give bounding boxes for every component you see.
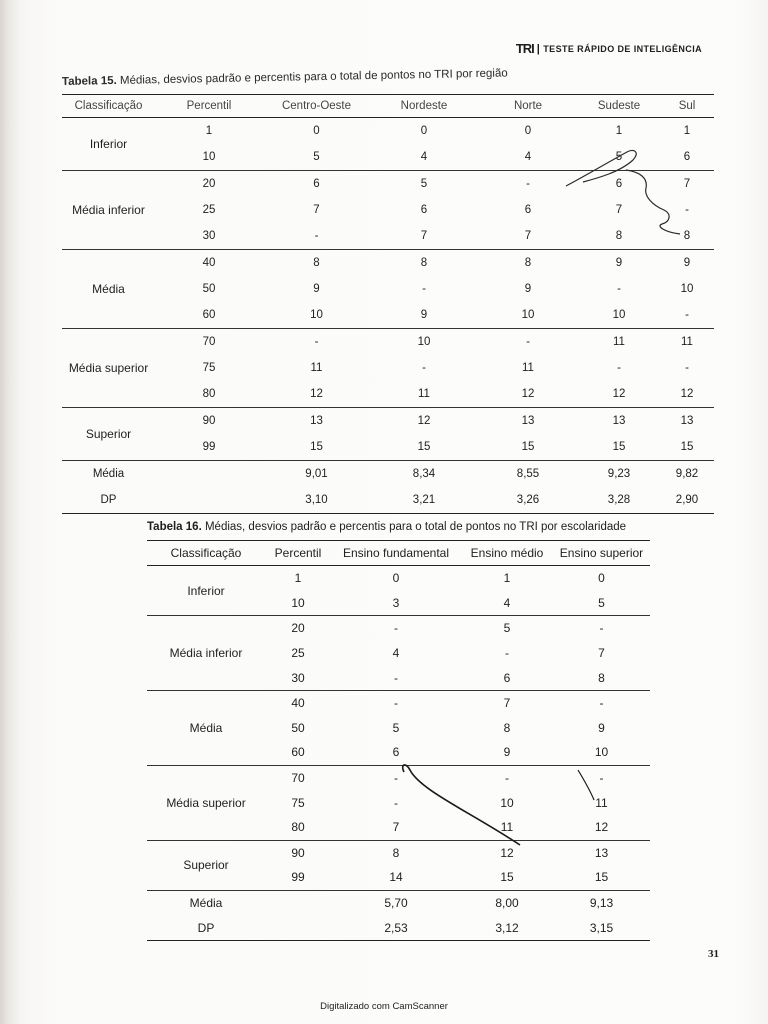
value-cell: 4 xyxy=(420,151,428,163)
table-row xyxy=(147,765,650,790)
value-cell: 5 xyxy=(313,151,320,163)
summary-value: 9,13 xyxy=(553,890,650,915)
summary-value: 3,15 xyxy=(553,915,650,940)
page-number: 31 xyxy=(708,948,719,960)
percentile-cell: 99 xyxy=(291,870,305,885)
percentile-cell: 80 xyxy=(202,388,216,400)
value-cell: 0 xyxy=(524,125,532,137)
value-cell: 8 xyxy=(478,250,578,277)
header-separator: | xyxy=(536,42,541,55)
value-cell: 13 xyxy=(660,408,714,435)
table-16-header-row xyxy=(147,541,650,566)
table-row xyxy=(62,408,714,435)
percentile-cell: 10 xyxy=(202,151,216,163)
value-cell: - xyxy=(553,690,650,715)
value-cell: 12 xyxy=(310,388,323,400)
value-cell: - xyxy=(314,230,319,242)
value-cell: 9 xyxy=(313,283,320,295)
table-row xyxy=(147,690,650,715)
value-cell: 5 xyxy=(392,720,400,735)
value-cell: 15 xyxy=(310,441,323,453)
percentile-cell: 20 xyxy=(155,171,263,198)
table-15-header-row xyxy=(62,95,714,118)
value-cell: 6 xyxy=(683,151,691,163)
value-cell: 1 xyxy=(615,125,623,137)
value-cell: 12 xyxy=(521,388,535,400)
column-header: Sul xyxy=(678,100,696,112)
value-cell: 3 xyxy=(392,595,400,610)
value-cell: 9 xyxy=(598,720,605,735)
value-cell: 10 xyxy=(310,309,323,321)
column-header: Classificação xyxy=(74,100,143,112)
scanner-footer: Digitalizado com CamScanner xyxy=(320,1001,448,1012)
table-row xyxy=(147,840,650,865)
column-header: Norte xyxy=(513,100,543,112)
value-cell: 5 xyxy=(370,171,478,198)
column-header: Classificação xyxy=(170,546,242,560)
percentile-cell: 60 xyxy=(291,745,305,760)
value-cell: 13 xyxy=(553,840,650,865)
value-cell: 7 xyxy=(420,230,428,242)
percentile-cell: 25 xyxy=(202,204,216,216)
value-cell: 12 xyxy=(594,820,609,835)
value-cell: 0 xyxy=(420,125,428,137)
value-cell: 12 xyxy=(370,408,478,435)
value-cell: 15 xyxy=(500,870,514,885)
value-cell: - xyxy=(478,171,578,198)
classification-cell: Média inferior xyxy=(147,616,265,691)
value-cell: 15 xyxy=(594,870,609,885)
value-cell: 10 xyxy=(612,309,626,321)
table-row xyxy=(62,355,714,381)
table-16-caption xyxy=(147,521,650,533)
percentile-cell: 80 xyxy=(291,820,305,835)
value-cell: 13 xyxy=(578,408,660,435)
table-15-caption-text: Médias, desvios padrão e percentis para o total de pontos no TRI por região xyxy=(119,67,508,87)
value-cell: 11 xyxy=(522,362,534,374)
value-cell: 9 xyxy=(420,309,428,321)
table-row xyxy=(62,381,714,408)
value-cell: 11 xyxy=(500,820,514,835)
value-cell: - xyxy=(394,795,398,810)
value-cell: - xyxy=(553,616,650,641)
percentile-cell: 30 xyxy=(202,230,216,242)
value-cell: 10 xyxy=(370,329,478,356)
summary-value: 8,00 xyxy=(461,890,553,915)
table-15 xyxy=(61,67,714,514)
value-cell: 7 xyxy=(660,171,714,198)
column-header: Sudeste xyxy=(597,100,641,112)
table-15-grid xyxy=(62,94,714,514)
column-header: Ensino fundamental xyxy=(342,546,450,560)
value-cell: 9 xyxy=(503,745,511,760)
summary-value: 3,10 xyxy=(263,487,370,514)
value-cell: 1 xyxy=(683,125,691,137)
table-row xyxy=(62,250,714,277)
classification-cell: Superior xyxy=(147,840,265,890)
table-row xyxy=(62,329,714,356)
value-cell: 6 xyxy=(263,171,370,198)
value-cell: 7 xyxy=(598,646,605,661)
value-cell: - xyxy=(263,329,370,356)
percentile-cell: 70 xyxy=(265,765,331,790)
value-cell: - xyxy=(331,690,461,715)
value-cell: 12 xyxy=(612,388,626,400)
table-row xyxy=(62,434,714,461)
classification-cell: Média xyxy=(62,250,155,329)
table-row xyxy=(147,566,650,591)
summary-value: 9,01 xyxy=(263,461,370,488)
value-cell: 15 xyxy=(417,441,431,453)
value-cell: - xyxy=(422,283,426,295)
summary-label: Média xyxy=(62,461,155,488)
summary-value: 3,21 xyxy=(370,487,478,514)
value-cell: 4 xyxy=(503,595,511,610)
value-cell: 12 xyxy=(461,840,553,865)
value-cell: - xyxy=(422,362,426,374)
value-cell: - xyxy=(617,283,621,295)
value-cell: 9 xyxy=(524,283,532,295)
percentile-cell: 90 xyxy=(155,408,263,435)
percentile-cell: 30 xyxy=(291,670,305,685)
percentile-cell: 75 xyxy=(202,362,216,374)
summary-label: DP xyxy=(147,915,265,940)
classification-cell: Inferior xyxy=(89,137,128,151)
table-15-caption-label: Tabela 15. xyxy=(61,74,117,88)
column-header: Ensino superior xyxy=(559,546,644,560)
value-cell: 8 xyxy=(615,230,623,242)
value-cell: 11 xyxy=(310,362,323,374)
value-cell: 10 xyxy=(680,283,694,295)
table-16-body xyxy=(147,566,650,941)
percentile-cell: 90 xyxy=(265,840,331,865)
value-cell: 5 xyxy=(598,595,605,610)
value-cell: 6 xyxy=(392,745,400,760)
summary-value: 9,82 xyxy=(660,461,714,488)
classification-cell: Média xyxy=(147,690,265,765)
column-header: Percentil xyxy=(274,546,322,560)
summary-label: Média xyxy=(147,890,265,915)
table-16-caption-label: Tabela 16. xyxy=(147,521,202,533)
value-cell: 10 xyxy=(521,309,535,321)
value-cell: 8 xyxy=(331,840,461,865)
value-cell: - xyxy=(553,765,650,790)
value-cell: 12 xyxy=(680,388,694,400)
value-cell: 7 xyxy=(392,820,400,835)
empty-cell xyxy=(265,915,331,940)
percentile-cell: 25 xyxy=(291,646,305,661)
value-cell: 4 xyxy=(524,151,532,163)
value-cell: 6 xyxy=(420,204,428,216)
value-cell: 9 xyxy=(660,250,714,277)
value-cell: - xyxy=(331,765,461,790)
empty-cell xyxy=(265,890,331,915)
running-header xyxy=(516,41,702,56)
column-header: Centro-Oeste xyxy=(281,100,352,112)
value-cell: 8 xyxy=(503,720,511,735)
value-cell: - xyxy=(331,616,461,641)
summary-value: 8,34 xyxy=(370,461,478,488)
table-row xyxy=(62,144,714,171)
summary-row xyxy=(147,915,650,940)
value-cell: 5 xyxy=(615,151,623,163)
value-cell: 1 xyxy=(503,571,511,586)
value-cell: 0 xyxy=(392,571,400,586)
value-cell: 8 xyxy=(370,250,478,277)
value-cell: 15 xyxy=(612,441,626,453)
percentile-cell: 50 xyxy=(291,720,305,735)
empty-cell xyxy=(155,461,263,488)
table-row xyxy=(62,302,714,329)
value-cell: 0 xyxy=(598,571,605,586)
percentile-cell: 60 xyxy=(202,309,216,321)
value-cell: 4 xyxy=(392,646,400,661)
table-row xyxy=(62,118,714,145)
summary-label: DP xyxy=(62,487,155,514)
percentile-cell: 40 xyxy=(265,690,331,715)
table-15-caption xyxy=(62,63,714,88)
summary-value: 3,12 xyxy=(461,915,553,940)
value-cell: 6 xyxy=(503,670,511,685)
value-cell: 8 xyxy=(598,670,605,685)
value-cell: 6 xyxy=(524,204,532,216)
table-row xyxy=(62,197,714,223)
empty-cell xyxy=(155,487,263,514)
table-row xyxy=(147,616,650,641)
table-16-grid xyxy=(147,540,650,941)
summary-value: 8,55 xyxy=(478,461,578,488)
summary-row xyxy=(147,890,650,915)
value-cell: - xyxy=(685,362,689,374)
column-header: Nordeste xyxy=(400,100,448,112)
value-cell: 11 xyxy=(595,795,608,810)
summary-value: 3,28 xyxy=(578,487,660,514)
value-cell: 15 xyxy=(521,441,535,453)
percentile-cell: 20 xyxy=(265,616,331,641)
value-cell: 13 xyxy=(478,408,578,435)
value-cell: - xyxy=(505,646,509,661)
tri-logo: TRI xyxy=(515,41,534,56)
value-cell: 14 xyxy=(389,870,403,885)
summary-value: 2,53 xyxy=(331,915,461,940)
table-16 xyxy=(147,521,650,941)
value-cell: - xyxy=(394,670,398,685)
table-row xyxy=(62,223,714,250)
value-cell: 7 xyxy=(461,690,553,715)
percentile-cell: 75 xyxy=(291,795,305,810)
value-cell: - xyxy=(685,309,689,321)
value-cell: 10 xyxy=(500,795,514,810)
value-cell: 11 xyxy=(418,388,430,400)
summary-row xyxy=(62,461,714,488)
summary-row xyxy=(62,487,714,514)
value-cell: 8 xyxy=(683,230,691,242)
summary-value: 5,70 xyxy=(331,890,461,915)
value-cell: 9 xyxy=(578,250,660,277)
value-cell: 6 xyxy=(578,171,660,198)
value-cell: 10 xyxy=(594,745,609,760)
value-cell: 5 xyxy=(461,616,553,641)
value-cell: - xyxy=(478,329,578,356)
summary-value: 2,90 xyxy=(660,487,714,514)
value-cell: 0 xyxy=(313,125,320,137)
classification-cell: Média superior xyxy=(62,329,155,408)
percentile-cell: 1 xyxy=(205,125,213,137)
classification-cell: Inferior xyxy=(187,583,225,598)
percentile-cell: 99 xyxy=(202,441,216,453)
percentile-cell: 10 xyxy=(291,595,305,610)
classification-cell: Superior xyxy=(62,408,155,461)
value-cell: - xyxy=(461,765,553,790)
header-title: TESTE RÁPIDO DE INTELIGÊNCIA xyxy=(543,43,702,54)
summary-value: 9,23 xyxy=(578,461,660,488)
value-cell: 11 xyxy=(660,329,714,356)
value-cell: - xyxy=(617,362,621,374)
table-row xyxy=(62,171,714,198)
table-16-caption-text: Médias, desvios padrão e percentis para o total de pontos no TRI por escolaridade xyxy=(204,521,627,533)
summary-value: 3,26 xyxy=(478,487,578,514)
value-cell: 7 xyxy=(524,230,532,242)
percentile-cell: 50 xyxy=(202,283,216,295)
classification-cell: Média superior xyxy=(147,765,265,840)
value-cell: 11 xyxy=(578,329,660,356)
table-row xyxy=(62,276,714,302)
value-cell: - xyxy=(685,204,689,216)
percentile-cell: 1 xyxy=(294,571,302,586)
value-cell: 7 xyxy=(615,204,623,216)
value-cell: 8 xyxy=(263,250,370,277)
percentile-cell: 70 xyxy=(155,329,263,356)
percentile-cell: 40 xyxy=(155,250,263,277)
table-15-body xyxy=(62,118,714,514)
value-cell: 7 xyxy=(313,204,320,216)
column-header: Ensino médio xyxy=(470,546,544,560)
value-cell: 13 xyxy=(263,408,370,435)
column-header: Percentil xyxy=(186,100,232,112)
value-cell: 15 xyxy=(680,441,694,453)
classification-cell: Média inferior xyxy=(62,171,155,250)
